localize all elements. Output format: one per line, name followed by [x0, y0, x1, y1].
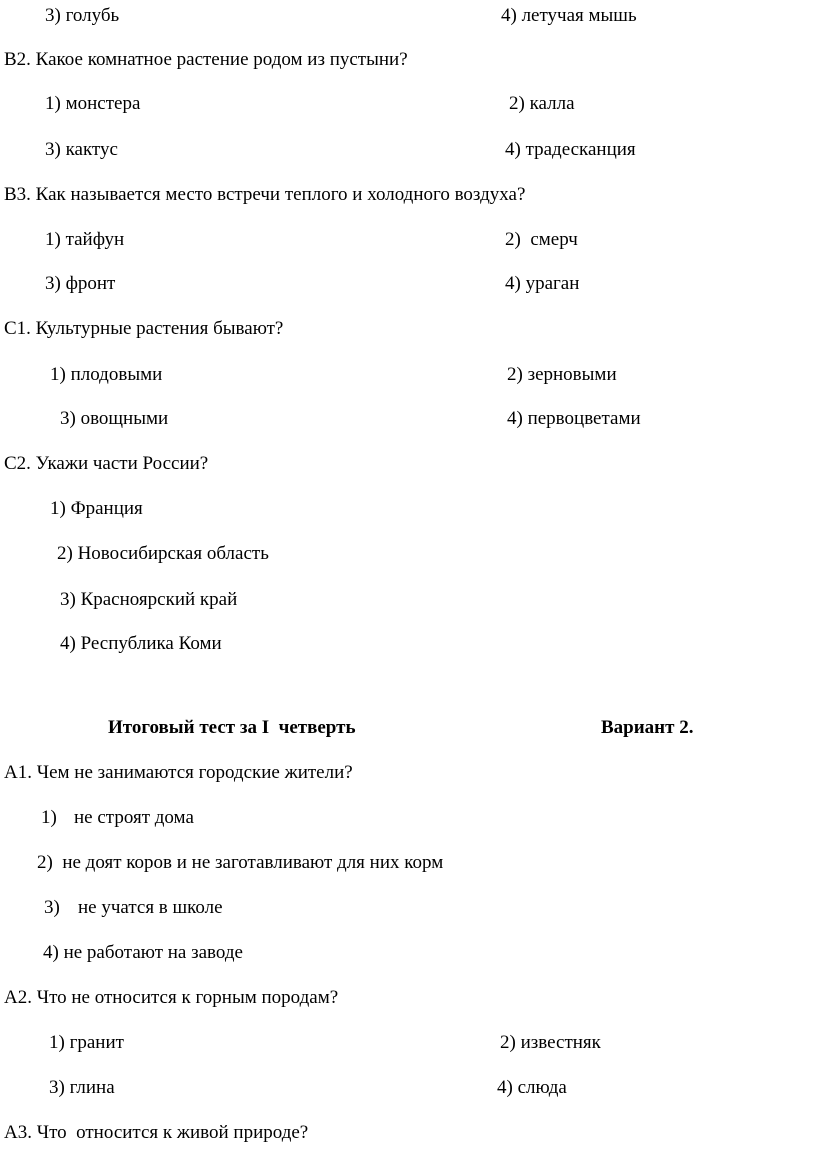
b3-option-4: 4) ураган	[505, 273, 580, 294]
variant-label: Вариант 2.	[601, 717, 694, 738]
b3-option-2: 2) смерч	[505, 229, 578, 250]
b3-option-1: 1) тайфун	[45, 229, 125, 250]
c2-option-4: 4) Республика Коми	[60, 633, 222, 654]
question-a1: А1. Чем не занимаются городские жители?	[4, 762, 353, 783]
prev-option-3: 3) голубь	[45, 5, 120, 26]
c1-option-1: 1) плодовыми	[50, 364, 163, 385]
b2-option-4: 4) традесканция	[505, 139, 636, 160]
a1-option-2: 2) не доят коров и не заготавливают для них корм	[37, 852, 444, 873]
c2-option-3: 3) Красноярский край	[60, 589, 238, 610]
question-b2: В2. Какое комнатное растение родом из пустыни?	[4, 49, 408, 70]
question-a3: А3. Что относится к живой природе?	[4, 1122, 309, 1143]
a1-option-3-text: не учатся в школе	[78, 897, 223, 918]
c1-option-3: 3) овощными	[60, 408, 169, 429]
c1-option-2: 2) зерновыми	[507, 364, 617, 385]
test-title: Итоговый тест за I четверть	[108, 717, 356, 738]
a2-option-2: 2) известняк	[500, 1032, 601, 1053]
a2-option-4: 4) слюда	[497, 1077, 567, 1098]
prev-option-4: 4) летучая мышь	[501, 5, 637, 26]
a2-option-1: 1) гранит	[49, 1032, 124, 1053]
a1-option-4: 4) не работают на заводе	[43, 942, 243, 963]
b2-option-1: 1) монстера	[45, 93, 141, 114]
a1-option-1-number: 1)	[41, 807, 57, 828]
c1-option-4: 4) первоцветами	[507, 408, 641, 429]
question-c1: С1. Культурные растения бывают?	[4, 318, 284, 339]
question-b3: В3. Как называется место встречи теплого и холодного воздуха?	[4, 184, 526, 205]
b3-option-3: 3) фронт	[45, 273, 116, 294]
c2-option-1: 1) Франция	[50, 498, 143, 519]
question-c2: С2. Укажи части России?	[4, 453, 209, 474]
b2-option-2: 2) калла	[509, 93, 575, 114]
a2-option-3: 3) глина	[49, 1077, 115, 1098]
question-a2: А2. Что не относится к горным породам?	[4, 987, 339, 1008]
a1-option-3-number: 3)	[44, 897, 60, 918]
a1-option-1-text: не строят дома	[74, 807, 194, 828]
b2-option-3: 3) кактус	[45, 139, 118, 160]
c2-option-2: 2) Новосибирская область	[57, 543, 269, 564]
